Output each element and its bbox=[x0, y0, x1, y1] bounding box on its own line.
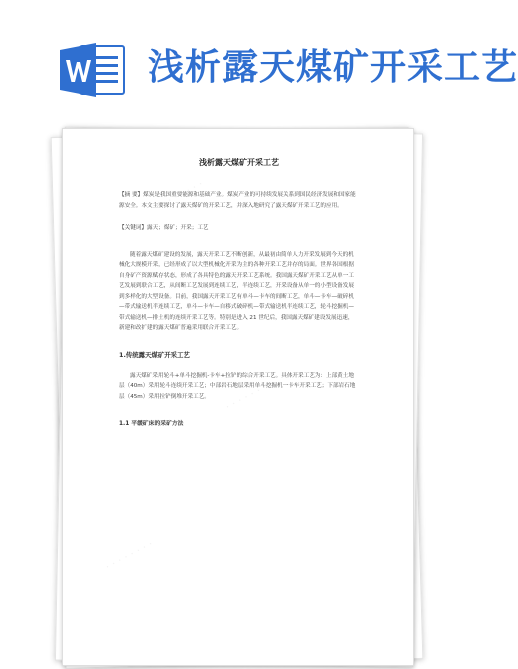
watermark: · · · · · · · · bbox=[153, 177, 206, 214]
keywords-label: 【关键词】 bbox=[119, 225, 147, 231]
intro-paragraph: 随着露天煤矿建设的发展，露天开采工艺不断创新，从最初由简单人力开采发展到今天的机械化大规模开采，已经形成了以大型机械化开采为主的各种开采工艺并存的局面。世界各国根据自身矿产资源赋存状态，形成了各具特色的露天开采工艺系统。我国露天煤矿开采工艺从单一工艺发展到联合工艺，从间断工艺发展到连续工艺，半连续工艺，开采设备从单一的小型设备发展到多样化的大型设备。目前，我国露天开采工艺有单斗—卡车的间断工艺，单斗—卡车—破碎机—带式输送机半连续工艺，单斗—卡车—自移式破碎机—带式输送机半连续工艺，轮斗挖掘机—带式输送机—排土机的连续开采工艺等。特别是进入 21 世纪后，我国露天煤矿建设发展迅速，新建和改扩建的露天煤矿普遍采用联合开采工艺。 bbox=[119, 251, 354, 331]
header-banner bbox=[0, 0, 518, 118]
document-title: 浅析露天煤矿开采工艺 bbox=[199, 158, 279, 167]
subsection-heading: 1.1 平缓矿床的采矿方法 bbox=[119, 421, 184, 427]
section-paragraph: 露天煤矿采用轮斗+单斗挖掘机-卡车+拉铲的综合开采工艺。具体开采工艺为：上部黄土地层（40m）采用轮斗连续开采工艺；中部岩石地层采用单斗挖掘机一卡车开采工艺；下部岩石地层（45m）采用拉铲倒堆开采工艺。 bbox=[119, 372, 356, 400]
keywords-paragraph bbox=[119, 223, 359, 234]
abstract-paragraph bbox=[119, 190, 359, 211]
document-page bbox=[62, 128, 414, 666]
section-heading: 1.传统露天煤矿开采工艺 bbox=[119, 350, 190, 359]
document-content bbox=[119, 157, 359, 435]
watermark: · · · · · · · · bbox=[223, 377, 276, 414]
abstract-label: 【摘 要】 bbox=[119, 192, 144, 198]
word-document-icon bbox=[58, 40, 128, 100]
keywords-text: 露天；煤矿；开采；工艺 bbox=[146, 225, 209, 231]
watermark: · · · · · · · · bbox=[103, 537, 156, 574]
banner-title: 浅析露天煤矿开采工艺 bbox=[148, 47, 518, 88]
abstract-text: 煤炭是我国重要能源和基础产业。煤炭产业的可持续发展关系到国民经济发展和国家能源安全。本文主要探讨了露天煤矿的开采工艺，并深入地研究了露天煤矿开采工艺的应用。 bbox=[119, 192, 356, 209]
